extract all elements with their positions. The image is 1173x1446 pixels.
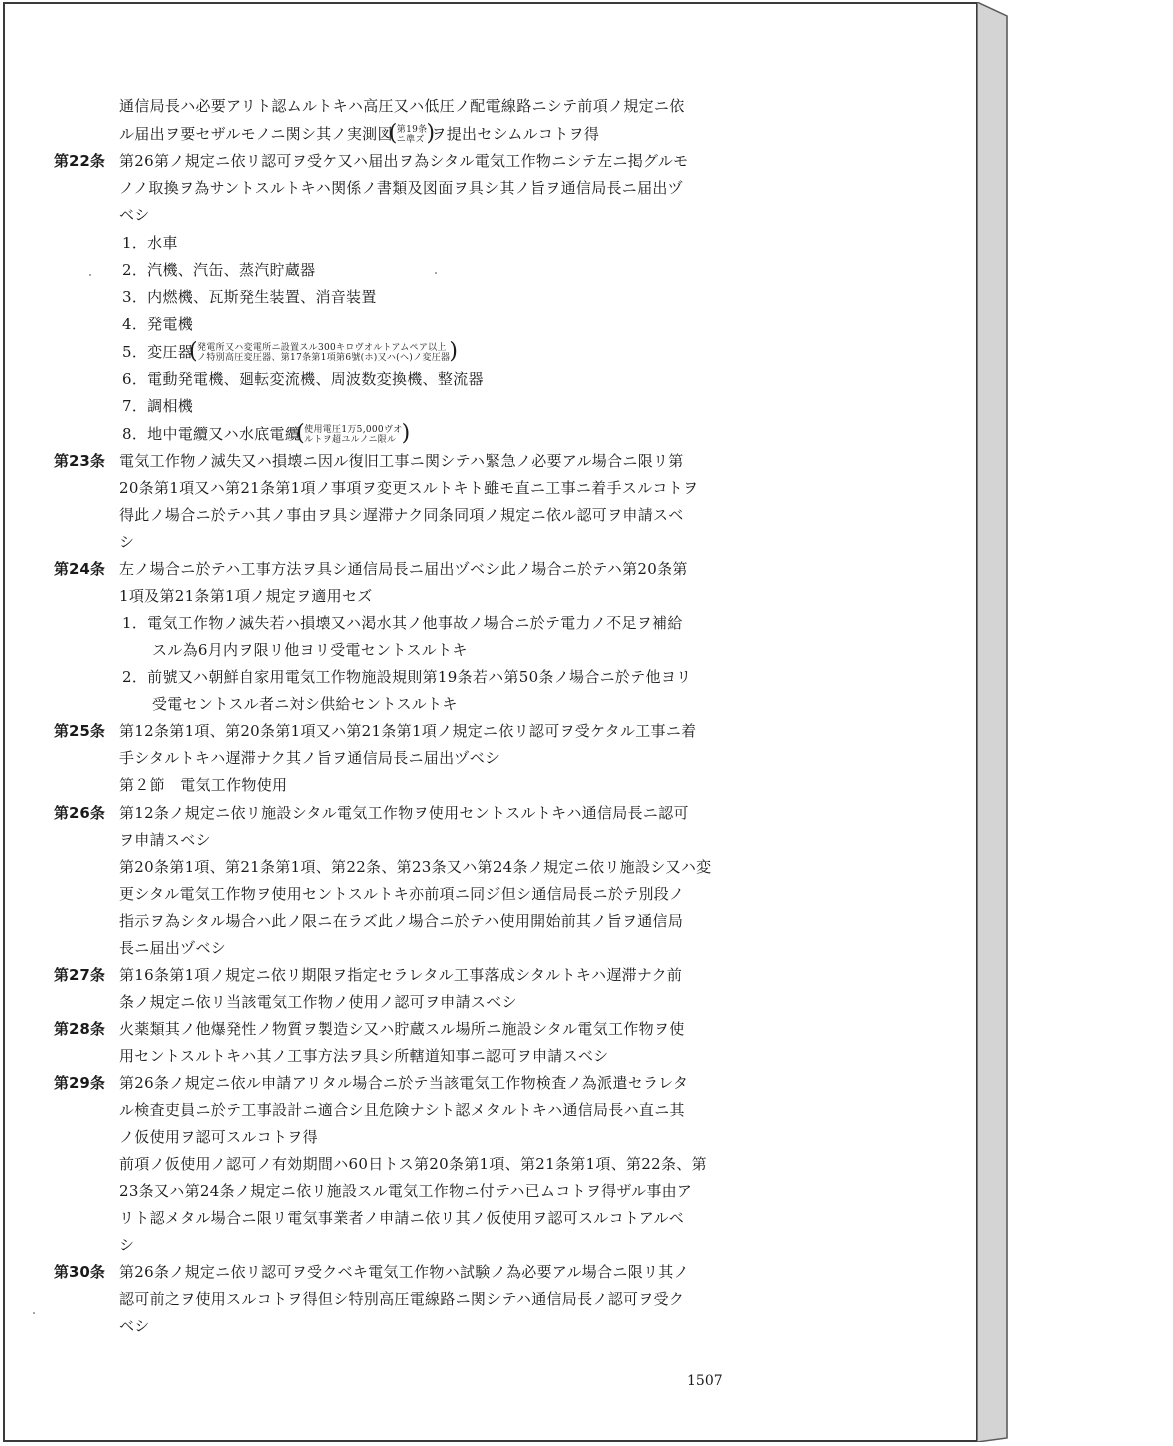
note-line: ルトヲ超ユルノニ限ル [304, 435, 397, 445]
page-stack-edge [977, 2, 1011, 1442]
list-item [122, 424, 407, 444]
text-line: 長ニ届出ヅベシ [119, 939, 227, 957]
text-line: 前項ノ仮使用ノ認可ノ有効期間ハ60日トス第20条第1項、第21条第1項、第22条、第 [119, 1155, 707, 1173]
text-line: ノ仮使用ヲ認可スルコトヲ得 [119, 1128, 318, 1146]
section-heading: 第２節 電気工作物使用 [119, 776, 288, 794]
text-line: 第12条第1項、第20条第1項又ハ第21条第1項ノ規定ニ依リ認可ヲ受ケタル工事ニ着 [119, 722, 697, 740]
text-line: 手シタルトキハ遅滞ナク其ノ旨ヲ通信局長ニ届出ヅベシ [119, 749, 501, 767]
text-line: 通信局長ハ必要アリト認ムルトキハ高圧又ハ低圧ノ配電線路ニシテ前項ノ規定ニ依 [119, 97, 685, 115]
text-segment: 5．変圧器 [122, 343, 194, 361]
article-number: 第28条 [54, 1020, 105, 1038]
list-item: 7．調相機 [122, 397, 194, 415]
text-line: ノノ取換ヲ為サントスルトキハ関係ノ書類及図面ヲ具シ其ノ旨ヲ通信局長ニ届出ヅ [119, 179, 684, 197]
text-line: 第26第ノ規定ニ依リ認可ヲ受ケ又ハ届出ヲ為シタル電気工作物ニシテ左ニ掲グルモ [119, 152, 689, 170]
text-line: 第16条第1項ノ規定ニ依リ期限ヲ指定セラレタル工事落成シタルトキハ遅滞ナク前 [119, 966, 683, 984]
text-segment: ル届出ヲ要セザルモノニ関シ其ノ実測図 [119, 125, 393, 143]
list-item: 3．内燃機、瓦斯発生装置、消音装置 [122, 288, 377, 306]
list-item: 1．水車 [122, 234, 178, 252]
article-number: 第23条 [54, 452, 105, 470]
text-line: シ [119, 533, 135, 551]
text-line: ベシ [119, 206, 150, 224]
scan-speck [33, 1312, 35, 1314]
note-line: ( 発電所又ハ変電所ニ設置スル300キロヴオルトアムペア以上 [197, 343, 447, 353]
article-number: 第25条 [54, 722, 105, 740]
text-line: 左ノ場合ニ於テハ工事方法ヲ具シ通信局長ニ届出ヅベシ此ノ場合ニ於テハ第20条第 [119, 560, 688, 578]
text-line: 1項及第21条第1項ノ規定ヲ適用セズ [119, 587, 373, 605]
text-line: 用セントスルトキハ其ノ工事方法ヲ具シ所轄道知事ニ認可ヲ申請スベシ [119, 1047, 609, 1065]
page-number: 1507 [687, 1373, 723, 1389]
article-number: 第30条 [54, 1263, 105, 1281]
text-line: 第26条ノ規定ニ依リ認可ヲ受クベキ電気工作物ハ試験ノ為必要アル場合ニ限リ其ノ [119, 1263, 689, 1281]
text-line: リト認メタル場合ニ限リ電気事業者ノ申請ニ依リ其ノ仮使用ヲ認可スルコトアルベ [119, 1209, 685, 1227]
text-line: スル為6月内ヲ限リ他ヨリ受電セントスルトキ [152, 641, 468, 659]
list-item: 2．前號又ハ朝鮮自家用電気工作物施設規則第19条若ハ第50条ノ場合ニ於テ他ヨリ [122, 668, 692, 686]
list-item: 1．電気工作物ノ滅失若ハ損壊又ハ渇水其ノ他事故ノ場合ニ於テ電力ノ不足ヲ補給 [122, 614, 683, 632]
text-line: 23条又ハ第24条ノ規定ニ依リ施設スル電気工作物ニ付テハ已ムコトヲ得ザル事由ア [119, 1182, 693, 1200]
article-number: 第24条 [54, 560, 105, 578]
inline-note [193, 343, 454, 363]
list-item: 2．汽機、汽缶、蒸汽貯蔵器 [122, 261, 316, 279]
text-segment: 8．地中電纜又ハ水底電纜 [122, 425, 301, 443]
text-line: ヲ申請スベシ [119, 831, 211, 849]
note-line: ニ準ズ [396, 135, 425, 145]
text-line: 第20条第1項、第21条第1項、第22条、第23条又ハ第24条ノ規定ニ依リ施設シ又ハ変 [119, 858, 712, 876]
text-line: ベシ [119, 1317, 150, 1335]
document-page [3, 2, 978, 1442]
list-item: 4．発電機 [122, 315, 194, 333]
text-line: 受電セントスル者ニ対シ供給セントスルトキ [152, 695, 458, 713]
note-line: ( 使用電圧1万5,000ヴオ [304, 425, 403, 435]
text-line: 第26条ノ規定ニ依ル申請アリタル場合ニ於テ当該電気工作物検査ノ為派遣セラレタ [119, 1074, 689, 1092]
text-line: 得此ノ場合ニ於テハ其ノ事由ヲ具シ遅滞ナク同条同項ノ規定ニ依ル認可ヲ申請スベ [119, 506, 684, 524]
scan-speck [89, 274, 91, 276]
note-line: ( 第19条 [396, 125, 428, 135]
inline-note [393, 125, 432, 145]
text-line: 条ノ規定ニ依リ当該電気工作物ノ使用ノ認可ヲ申請スベシ [119, 993, 517, 1011]
text-line: 指示ヲ為シタル場合ハ此ノ限ニ在ラズ此ノ場合ニ於テハ使用開始前其ノ旨ヲ通信局 [119, 912, 684, 930]
text-line: 第12条ノ規定ニ依リ施設シタル電気工作物ヲ使用セントスルトキハ通信局長ニ認可 [119, 804, 689, 822]
list-item: 6．電動発電機、廻転変流機、周波数変換機、整流器 [122, 370, 484, 388]
text-line: 火薬類其ノ他爆発性ノ物質ヲ製造シ又ハ貯蔵スル場所ニ施設シタル電気工作物ヲ使 [119, 1020, 685, 1038]
page-content [5, 4, 980, 1444]
list-item [122, 342, 454, 362]
article-number: 第26条 [54, 804, 105, 822]
text-line: シ [119, 1236, 135, 1254]
article-number: 第27条 [54, 966, 105, 984]
text-line: 更シタル電気工作物ヲ使用セントスルトキ亦前項ニ同ジ但シ通信局長ニ於テ別段ノ [119, 885, 685, 903]
article-number: 第22条 [54, 152, 105, 170]
text-segment: ヲ提出セシムルコトヲ得 [431, 125, 600, 143]
text-line: 20条第1項又ハ第21条第1項ノ事項ヲ変更スルトキト雖モ直ニ工事ニ着手スルコトヲ [119, 479, 699, 497]
text-line [119, 124, 599, 144]
text-line: ル検査吏員ニ於テ工事設計ニ適合シ且危険ナシト認メタルトキハ通信局長ハ直ニ其 [119, 1101, 685, 1119]
article-number: 第29条 [54, 1074, 105, 1092]
text-line: 電気工作物ノ滅失又ハ損壊ニ因ル復旧工事ニ関シテハ緊急ノ必要アル場合ニ限リ第 [119, 452, 684, 470]
note-line: ノ特別高圧変圧器、第17条第1項第6號(ホ)又ハ(ヘ)ノ変圧器 [197, 353, 451, 363]
scan-speck [435, 272, 437, 274]
text-line: 認可前之ヲ使用スルコトヲ得但シ特別高圧電線路ニ関シテハ通信局長ノ認可ヲ受ク [119, 1290, 685, 1308]
inline-note [300, 425, 406, 445]
